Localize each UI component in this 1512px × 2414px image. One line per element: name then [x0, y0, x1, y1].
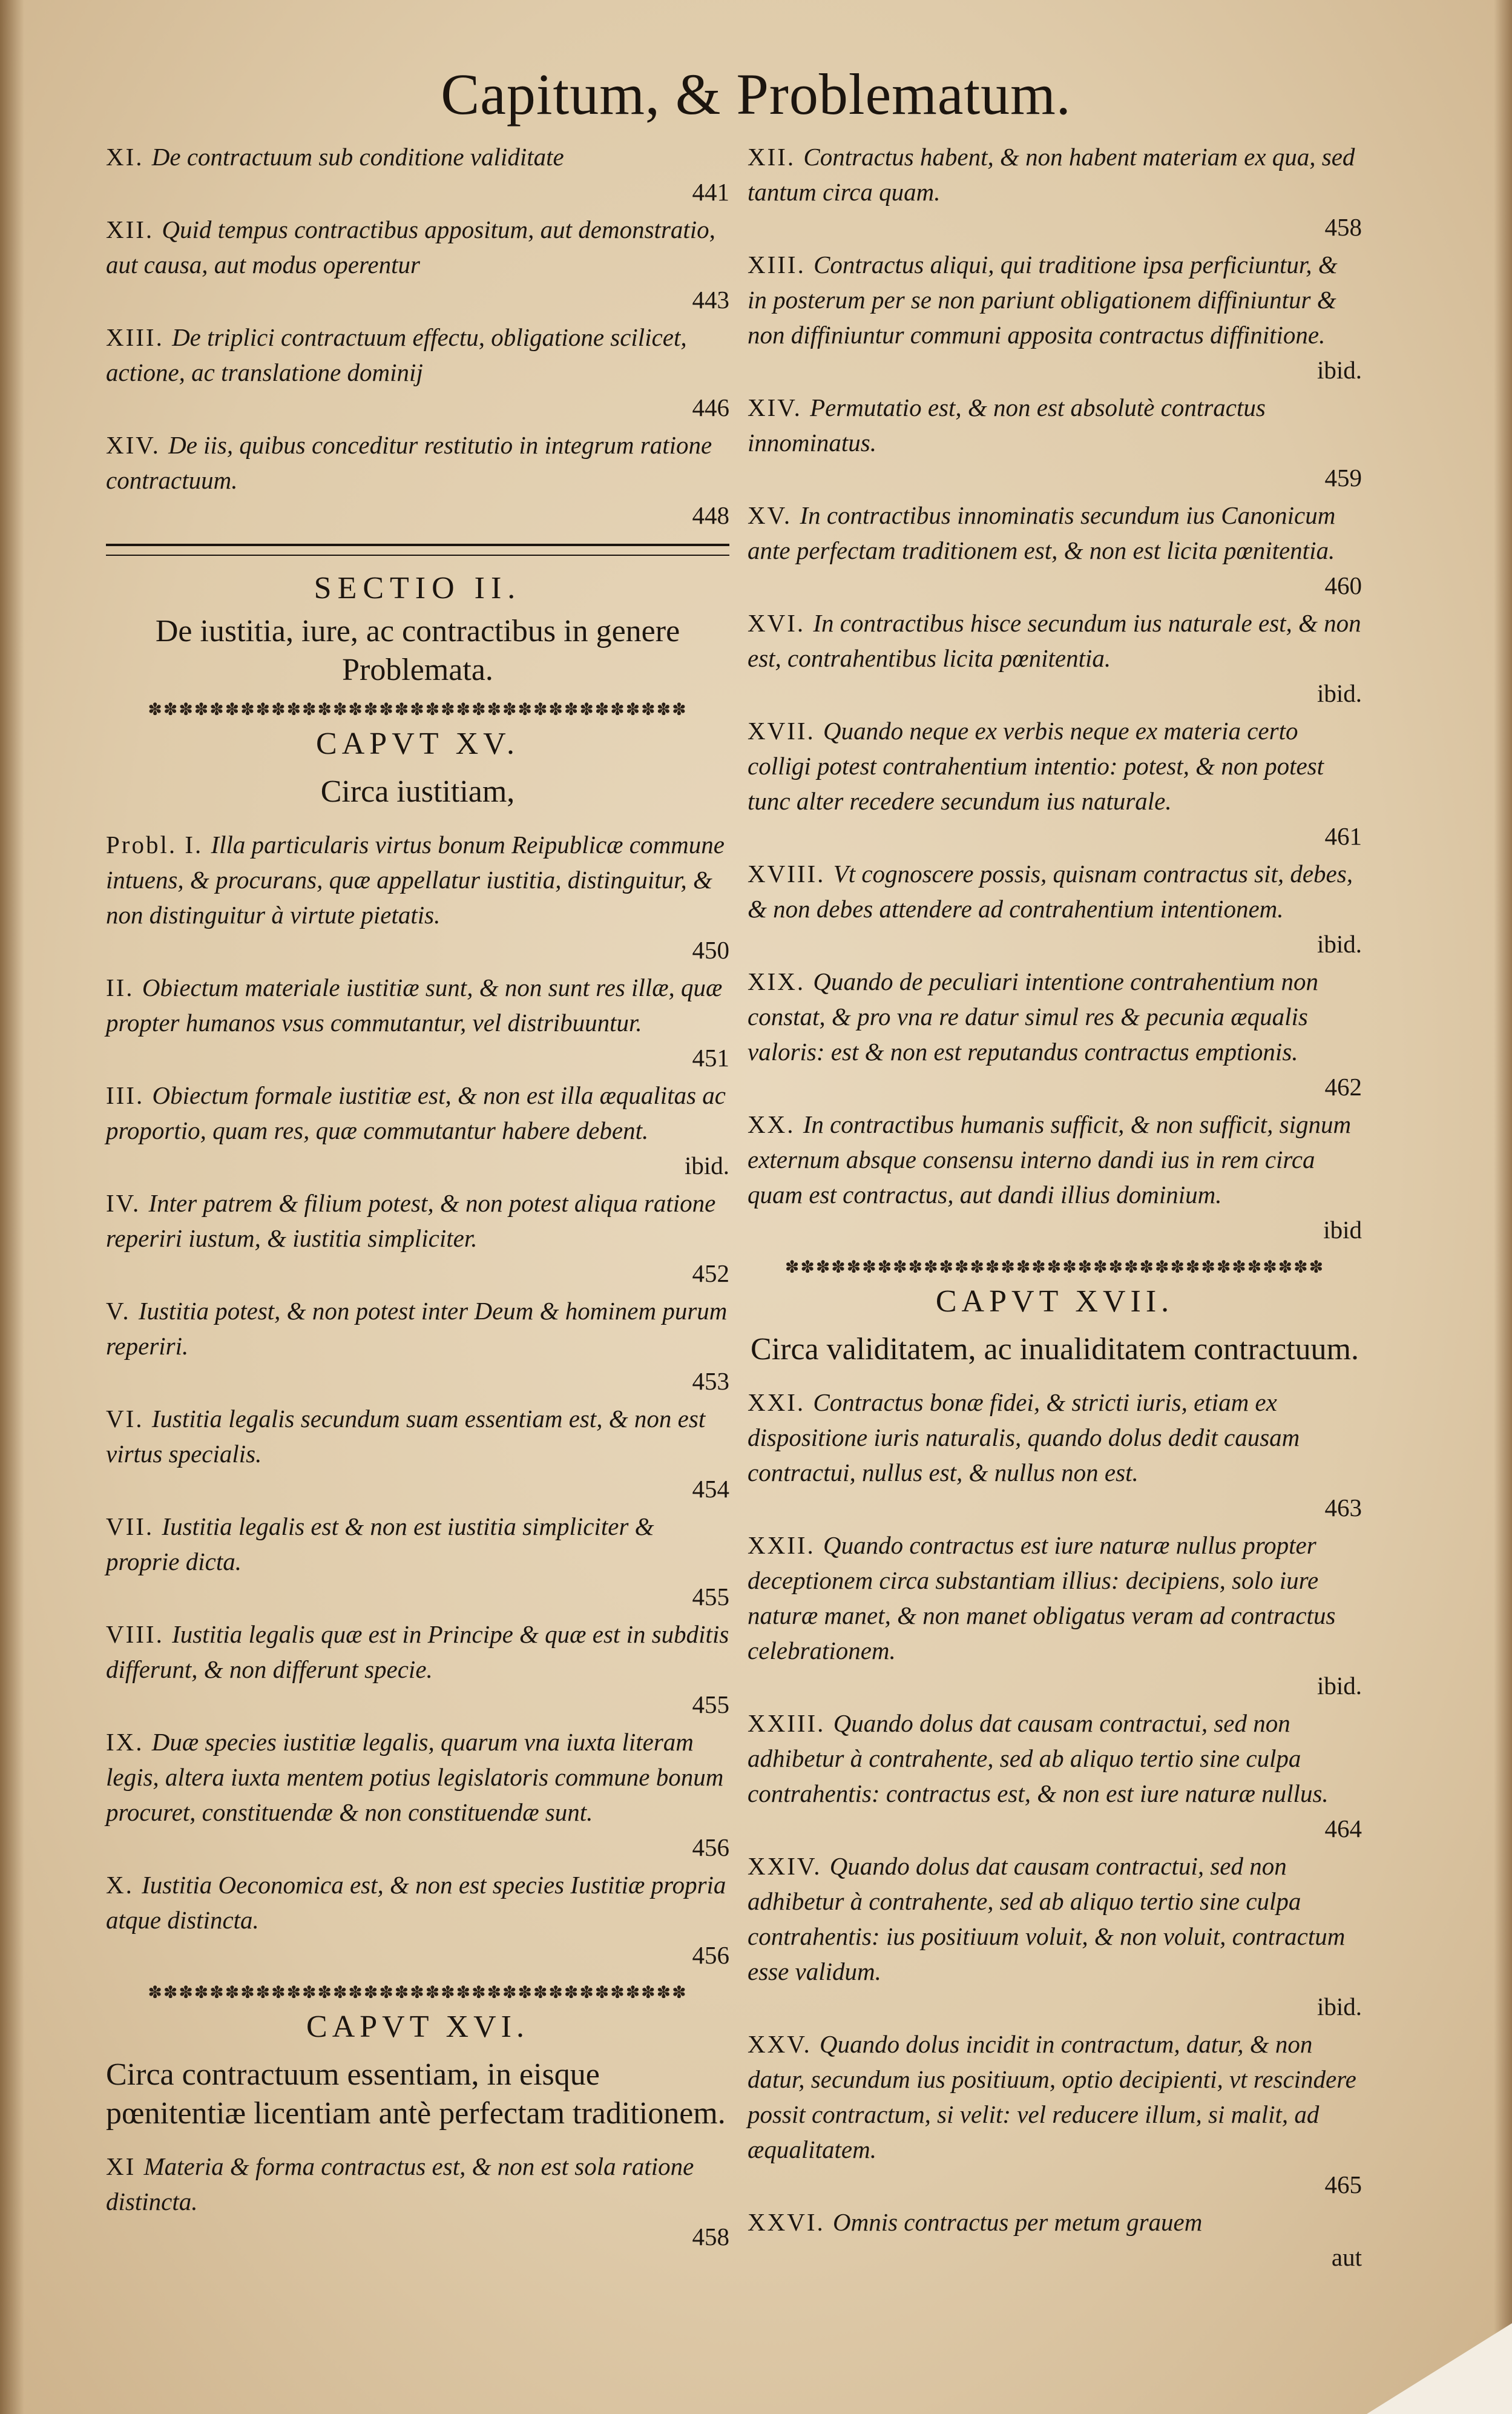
toc-entry	[106, 212, 729, 317]
entry-number: XI	[106, 2152, 144, 2180]
entry-page: 452	[692, 1259, 729, 1287]
entry-number: IV.	[106, 1189, 149, 1217]
toc-entry	[106, 1078, 729, 1183]
page-header: Capitum, & Problematum.	[441, 62, 1071, 127]
entry-number: XV.	[748, 501, 800, 529]
caput-16-title: CAPVT XVI.	[306, 2010, 529, 2044]
entry-page: 455	[692, 1690, 729, 1718]
entry-number: XXIII.	[748, 1709, 833, 1737]
toc-entry	[748, 2205, 1362, 2275]
entry-text: Iustitia legalis secundum suam essentiam est, & non est virtus specialis.	[106, 1405, 706, 1468]
entry-page: 465	[1324, 2171, 1362, 2198]
toc-entry	[106, 1186, 729, 1291]
entry-text: De contractuum sub conditione validitate	[151, 143, 564, 171]
entry-page: aut	[1331, 2243, 1362, 2271]
caput-17-title: CAPVT XVII.	[935, 1284, 1174, 1319]
entry-text: In contractibus humanis sufficit, & non sufficit, signum externum absque consensu interno dandi ius in rem circa quam est contractus, aut dandi illius dominium.	[748, 1110, 1352, 1209]
caput-16-entries	[106, 2149, 729, 2254]
entry-number: XXII.	[748, 1531, 824, 1559]
toc-entry	[748, 498, 1362, 603]
entry-text: Permutatio est, & non est absolutè contractus innominatus.	[748, 394, 1266, 457]
entry-page: 461	[1324, 822, 1362, 850]
toc-entry	[106, 1293, 729, 1399]
toc-entry	[748, 1848, 1362, 2024]
entry-page: 451	[692, 1044, 729, 1072]
entry-text: Contractus habent, & non habent materiam ex qua, sed tantum circa quam.	[748, 143, 1355, 206]
entry-page: 458	[1324, 213, 1362, 241]
toc-entry	[106, 1724, 729, 1865]
entry-text: Quando de peculiari intentione contrahentium non constat, & pro vna re datur simul res & pecunia æqualis valoris: est & non est reputandus contractus emptionis.	[748, 968, 1319, 1066]
entry-number: X.	[106, 1871, 142, 1899]
toc-entry	[106, 1509, 729, 1614]
page-edge-shadow-right	[1494, 0, 1512, 2414]
section-rule	[106, 544, 729, 556]
entry-page: ibid.	[1316, 356, 1362, 384]
toc-entry	[748, 2027, 1362, 2202]
entry-text: Quando dolus dat causam contractui, sed non adhibetur à contrahente, sed ab aliquo tertio sine culpa contrahentis: contractus est, & non est iure naturæ nullus.	[748, 1709, 1329, 1807]
toc-entry	[106, 970, 729, 1075]
entry-page: 441	[692, 178, 729, 206]
entry-number: II.	[106, 974, 142, 1001]
entry-number: VII.	[106, 1512, 162, 1540]
toc-entry	[748, 1706, 1362, 1846]
entry-page: 456	[692, 1941, 729, 1969]
entry-text: De triplici contractuum effectu, obligatione scilicet, actione, ac translatione dominij	[106, 323, 687, 386]
entry-text: Quando dolus incidit in contractum, datur, & non datur, secundum ius positiuum, optio decipienti, vt rescindere possit contractum, si velit: vel reducere illum, si malit, ad æqualitatem.	[748, 2030, 1356, 2163]
toc-entry	[748, 713, 1362, 854]
entry-text: Contractus aliqui, qui traditione ipsa perficiuntur, & in posterum per se non pariunt obligationem diffiniuntur & non diffiniuntur communi apposita contractus diffinitione.	[748, 251, 1338, 349]
entry-page: ibid	[1323, 1216, 1362, 1244]
page-edge-shadow-left	[0, 0, 24, 2414]
entry-page: ibid.	[684, 1152, 729, 1179]
entry-text: Iustitia legalis est & non est iustitia simpliciter & proprie dicta.	[106, 1512, 654, 1575]
caput-15-subtitle: Circa iustitiam,	[320, 774, 515, 809]
toc-entry	[106, 1401, 729, 1506]
entry-page: ibid.	[1316, 1672, 1362, 1700]
entry-number: XXVI.	[748, 2208, 833, 2236]
entry-text: Quando contractus est iure naturæ nullus propter deceptionem circa substantiam illius: decipiens, solo iure naturæ manet, & non manet obligatus veram ad contractus celebrationem.	[748, 1531, 1336, 1664]
entry-page: 456	[692, 1833, 729, 1861]
entry-text: Quando neque ex verbis neque ex materia certo colligi potest contrahentium intentio: potest, & non potest tunc alter recedere secundum ius naturale.	[748, 717, 1324, 815]
entry-text: Contractus bonæ fidei, & stricti iuris, etiam ex dispositione iuris naturalis, quando dolus dedit causam contractui, nullus est, & nullus non est.	[748, 1388, 1300, 1486]
entry-number: XII.	[106, 216, 162, 243]
entry-page: 455	[692, 1583, 729, 1611]
sectio-subtitle: De iustitia, iure, ac contractibus in genere Problemata.	[155, 614, 680, 687]
toc-entry	[106, 139, 729, 209]
toc-entry	[106, 427, 729, 533]
entry-text: Obiectum materiale iustitiæ sunt, & non sunt res illæ, quæ propter humanos vsus commutantur, vel distribuuntur.	[106, 974, 723, 1037]
toc-entry	[106, 2149, 729, 2254]
entry-number: XXIV.	[748, 1852, 830, 1880]
entry-number: XIV.	[748, 394, 810, 421]
entry-text: Obiectum formale iustitiæ est, & non est illa æqualitas ac proportio, quam res, quæ commutantur habere debent.	[106, 1081, 726, 1144]
left-top-entries	[106, 139, 729, 533]
toc-entry	[748, 1107, 1362, 1247]
entry-text: Iustitia legalis quæ est in Principe & quæ est in subditis differunt, & non differunt specie.	[106, 1620, 729, 1683]
entry-number: XXV.	[748, 2030, 820, 2058]
entry-text: Quando dolus dat causam contractui, sed non adhibetur à contrahente, sed ab aliquo tertio sine culpa contrahentis: ius positiuum voluit, & non voluit, contractum esse validum.	[748, 1852, 1346, 1985]
entry-number: VIII.	[106, 1620, 173, 1648]
entry-number: XIV.	[106, 431, 169, 459]
entry-text: Omnis contractus per metum grauem	[832, 2208, 1203, 2236]
entry-page: ibid.	[1316, 1993, 1362, 2020]
toc-entry	[748, 1385, 1362, 1525]
entry-text: De iis, quibus conceditur restitutio in integrum ratione contractuum.	[106, 431, 712, 494]
ornament-divider: ✽✽✽✽✽✽✽✽✽✽✽✽✽✽✽✽✽✽✽✽✽✽✽✽✽✽✽✽✽✽✽✽✽✽✽	[148, 701, 688, 715]
toc-entry	[106, 827, 729, 968]
sectio-title: SECTIO II.	[314, 571, 522, 605]
torn-corner	[1367, 2323, 1512, 2414]
entry-number: Probl. I.	[106, 831, 211, 859]
entry-page: 463	[1324, 1494, 1362, 1522]
entry-number: IX.	[106, 1728, 152, 1756]
toc-entry	[748, 139, 1362, 245]
entry-page: 454	[692, 1475, 729, 1503]
entry-page: 462	[1324, 1073, 1362, 1101]
entry-page: 448	[692, 501, 729, 529]
caput-16-subtitle: Circa contractuum essentiam, in eisque pœnitentiæ licentiam antè perfectam traditionem.	[106, 2057, 726, 2131]
entry-page: 453	[692, 1367, 729, 1395]
entry-number: XXI.	[748, 1388, 814, 1416]
entry-page: 458	[692, 2223, 729, 2251]
entry-text: In contractibus innominatis secundum ius Canonicum ante perfectam traditionem est, & non est licita pœnitentia.	[748, 501, 1336, 564]
entry-page: 459	[1324, 464, 1362, 492]
entry-number: XII.	[748, 143, 804, 171]
toc-entry	[748, 390, 1362, 495]
toc-entry	[748, 1528, 1362, 1703]
entry-number: XIX.	[748, 968, 814, 995]
entry-number: XVI.	[748, 609, 814, 637]
toc-entry	[106, 320, 729, 425]
entry-page: 450	[692, 936, 729, 964]
entry-text: Vt cognoscere possis, quisnam contractus sit, debes, & non debes attendere ad contrahentium intentionem.	[748, 860, 1353, 923]
entry-number: XX.	[748, 1110, 803, 1138]
toc-entry	[748, 247, 1362, 387]
entry-page: ibid.	[1316, 679, 1362, 707]
entry-text: Iustitia potest, & non potest inter Deum & hominem purum reperiri.	[106, 1297, 728, 1360]
ornament-divider: ✽✽✽✽✽✽✽✽✽✽✽✽✽✽✽✽✽✽✽✽✽✽✽✽✽✽✽✽✽✽✽✽✽✽✽	[148, 1984, 688, 1998]
left-column	[106, 139, 729, 2257]
toc-entry	[748, 856, 1362, 961]
entry-number: XI.	[106, 143, 152, 171]
entry-text: Quid tempus contractibus appositum, aut demonstratio, aut causa, aut modus operentur	[106, 216, 715, 279]
caput-15-entries	[106, 827, 729, 1973]
entry-text: Inter patrem & filium potest, & non potest aliqua ratione reperiri iustum, & iustitia simpliciter.	[106, 1189, 716, 1252]
right-entries-a	[748, 139, 1362, 1247]
entry-page: 464	[1324, 1815, 1362, 1842]
entry-number: XIII.	[748, 251, 814, 279]
toc-entry	[106, 1617, 729, 1722]
entry-number: III.	[106, 1081, 153, 1109]
ornament-divider: ✽✽✽✽✽✽✽✽✽✽✽✽✽✽✽✽✽✽✽✽✽✽✽✽✽✽✽✽✽✽✽✽✽✽✽	[784, 1258, 1325, 1273]
entry-number: V.	[106, 1297, 139, 1325]
entry-page: 446	[692, 394, 729, 421]
entry-text: Materia & forma contractus est, & non est sola ratione distincta.	[106, 2152, 694, 2215]
entry-text: In contractibus hisce secundum ius naturale est, & non est, contrahentibus licita pœnitentia.	[748, 609, 1361, 672]
entry-page: 443	[692, 286, 729, 314]
entry-text: Illa particularis virtus bonum Reipublicæ commune intuens, & procurans, quæ appellatur iustitia, distinguitur, & non distinguitur à virtute pietatis.	[106, 831, 725, 929]
entry-page: ibid.	[1316, 930, 1362, 958]
right-column	[748, 139, 1362, 2277]
right-entries-b	[748, 1385, 1362, 2275]
entry-text: Iustitia Oeconomica est, & non est species Iustitiæ propria atque distincta.	[106, 1871, 726, 1934]
caput-15-title: CAPVT XV.	[316, 727, 519, 761]
toc-entry	[748, 605, 1362, 711]
toc-entry	[106, 1867, 729, 1973]
entry-text: Duæ species iustitiæ legalis, quarum vna iuxta literam legis, altera iuxta mentem potius legislatoris commune bonum procuret, constituendæ & non constituendæ sunt.	[106, 1728, 724, 1826]
toc-entry	[748, 964, 1362, 1104]
caput-17-subtitle: Circa validitatem, ac inualiditatem contractuum.	[751, 1332, 1359, 1367]
entry-number: XVII.	[748, 717, 824, 745]
entry-page: 460	[1324, 572, 1362, 599]
entry-number: XVIII.	[748, 860, 833, 888]
entry-number: XIII.	[106, 323, 173, 351]
entry-number: VI.	[106, 1405, 152, 1433]
